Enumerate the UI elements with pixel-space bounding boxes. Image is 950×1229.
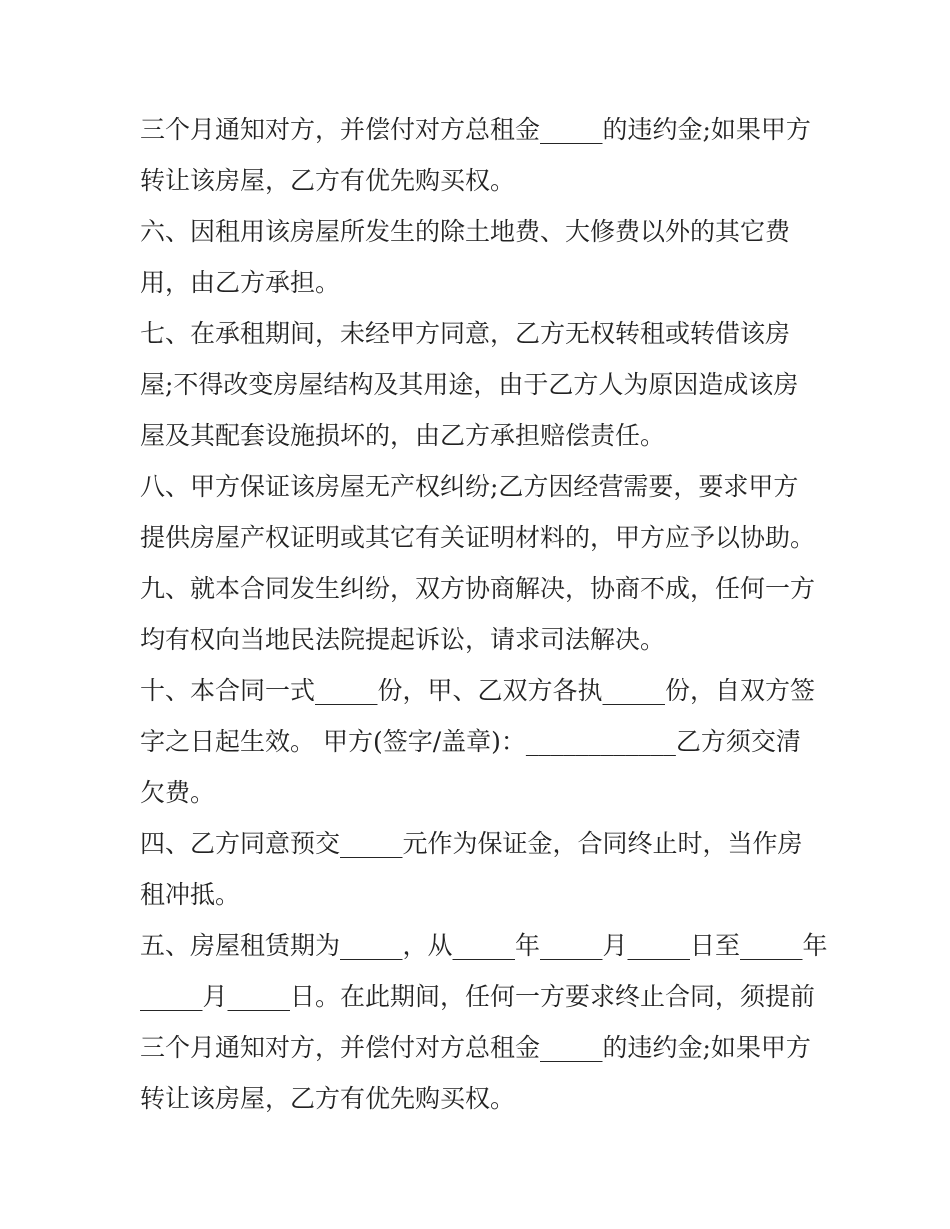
text-line-20: 转让该房屋，乙方有优先购买权。 [140,1084,516,1113]
text-line-4: 用，由乙方承担。 [140,268,341,297]
text-line-13: 字之日起生效。 甲方(签字/盖章)：____________乙方须交清 [140,727,801,756]
text-line-10: 九、就本合同发生纠纷，双方协商解决，协商不成，任何一方 [140,574,816,603]
text-line-17: 五、房屋租赁期为_____，从_____年_____月_____日至_____年 [140,931,828,960]
text-line-6: 屋;不得改变房屋结构及其用途，由于乙方人为原因造成该房 [140,370,799,399]
text-line-2: 转让该房屋，乙方有优先购买权。 [140,166,516,195]
text-line-1: 三个月通知对方，并偿付对方总租金_____的违约金;如果甲方 [140,115,811,144]
contract-text [140,104,830,1124]
text-line-3: 六、因租用该房屋所发生的除土地费、大修费以外的其它费 [140,217,791,246]
text-line-8: 八、甲方保证该房屋无产权纠纷;乙方因经营需要，要求甲方 [140,472,799,501]
text-line-18: _____月_____日。在此期间，任何一方要求终止合同，须提前 [140,982,816,1011]
text-line-12: 十、本合同一式_____份，甲、乙双方各执_____份，自双方签 [140,676,816,705]
text-line-14: 欠费。 [140,778,216,807]
text-line-9: 提供房屋产权证明或其它有关证明材料的，甲方应予以协助。 [140,523,816,552]
text-line-7: 屋及其配套设施损坏的，由乙方承担赔偿责任。 [140,421,666,450]
text-line-19: 三个月通知对方，并偿付对方总租金_____的违约金;如果甲方 [140,1033,811,1062]
text-line-11: 均有权向当地民法院提起诉讼，请求司法解决。 [140,625,666,654]
text-line-15: 四、乙方同意预交_____元作为保证金，合同终止时，当作房 [140,829,803,858]
text-line-16: 租冲抵。 [140,880,241,909]
text-line-5: 七、在承租期间，未经甲方同意，乙方无权转租或转借该房 [140,319,791,348]
